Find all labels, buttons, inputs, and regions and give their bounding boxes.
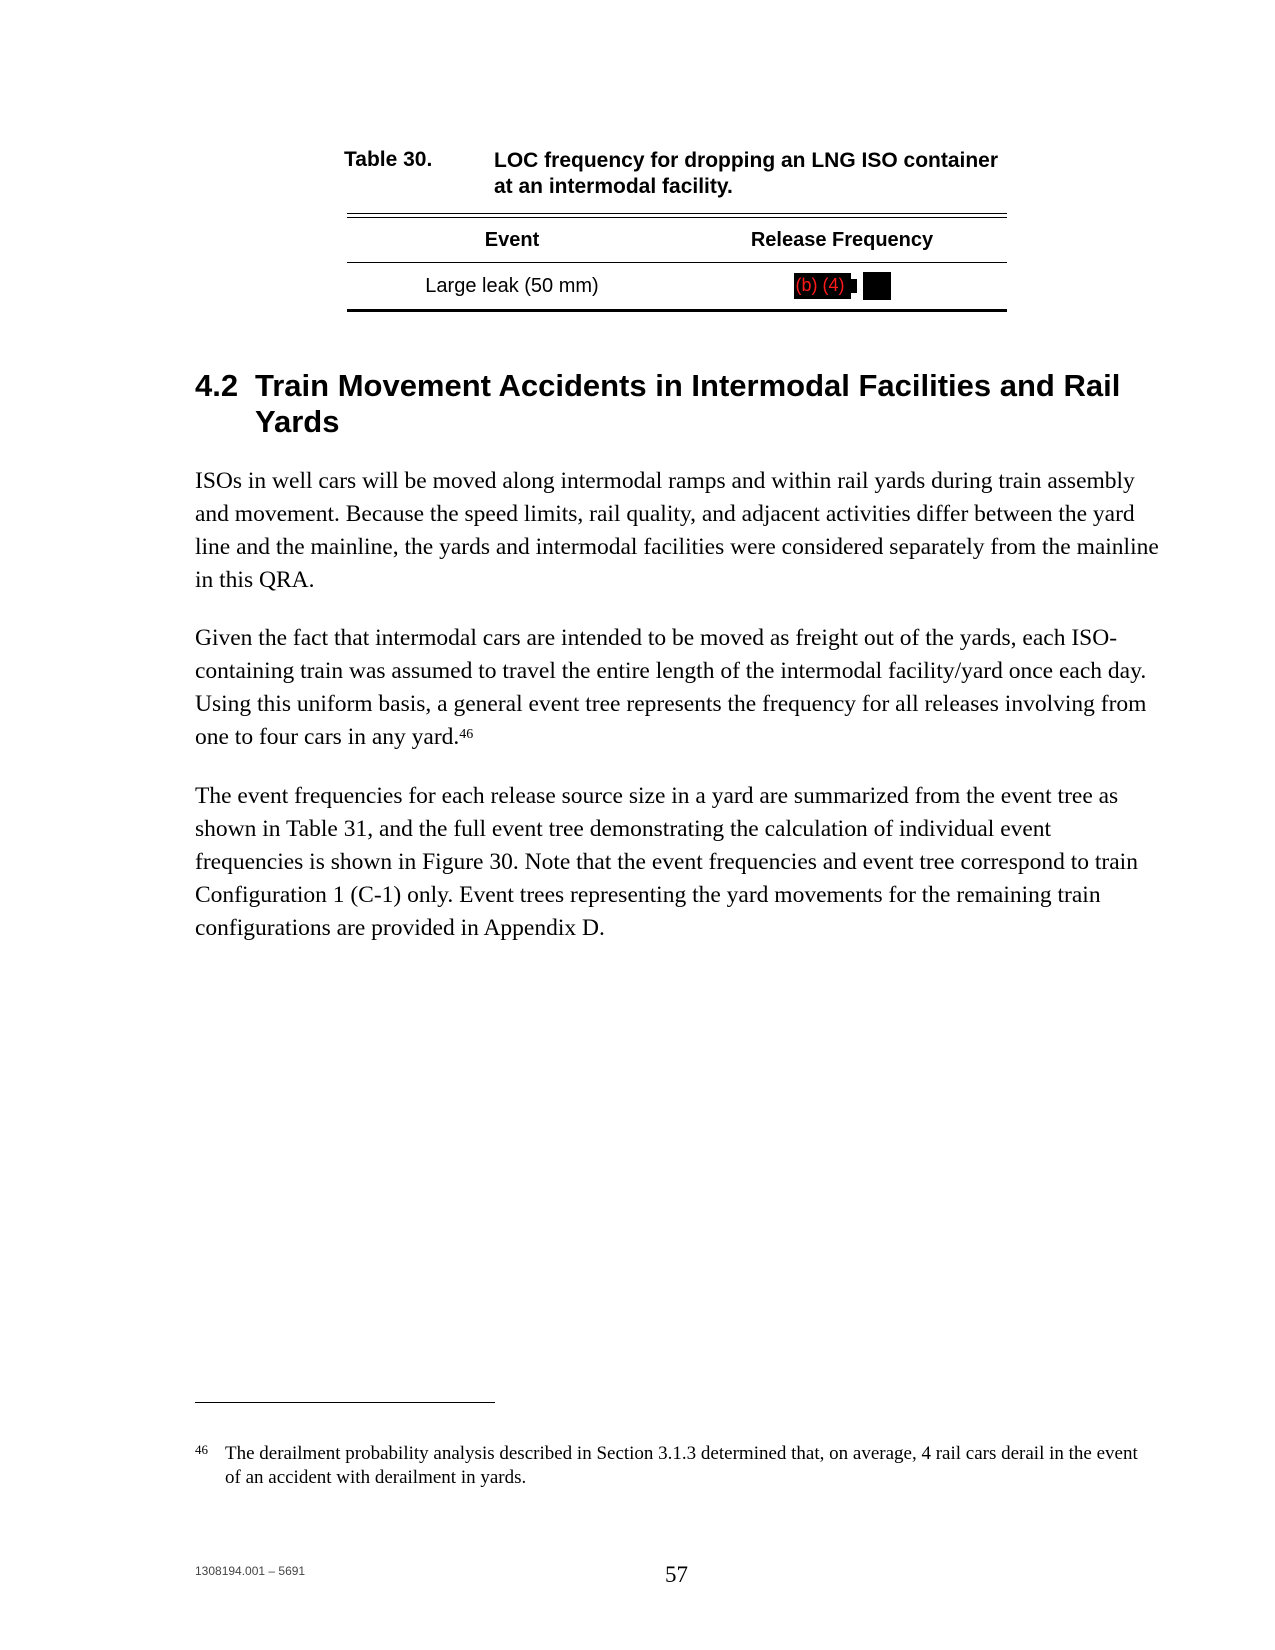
footnote-divider [195,1402,495,1403]
page-number: 57 [665,1562,688,1587]
footnote-text: The derailment probability analysis described in Section 3.1.3 determined that, on average, 4 rail cars derail in the event of an accident with derailment in yards. [225,1443,1138,1488]
cell-event: Large leak (50 mm) [425,274,599,297]
paragraph-2-text: Given the fact that intermodal cars are intended to be moved as freight out of the yards, each ISO-containing train was assumed to travel the entire length of the intermodal facility/yard once each day. Using this uniform basis, a general event tree represents the frequency for all releases involving from one to four cars in any yard. [195,625,1147,750]
table-header-row [347,218,1007,263]
section-title: Train Movement Accidents in Intermodal Facilities and Rail Yards [255,368,1121,439]
redaction-block [794,272,891,300]
section-heading [195,368,1155,440]
paragraph-2 [195,622,1165,754]
redaction-label: (b) (4) [794,273,851,299]
footnote-reference[interactable]: 46 [459,727,474,742]
paragraph-1: ISOs in well cars will be moved along intermodal ramps and within rail yards during train assembly and movement. Because the speed limits, rail quality, and adjacent activities differ between the yard line and the mainline, the yards and intermodal facilities were considered separately from the mainline in this QRA. [195,468,1159,593]
document-number: 1308194.001 – 5691 [195,1564,306,1578]
footnote [195,1442,1155,1490]
loc-frequency-table [347,213,1007,312]
redaction-notch [851,279,857,293]
header-release-frequency: Release Frequency [750,228,934,251]
table-label: Table 30. [344,148,433,171]
footnote-number: 46 [195,1442,208,1457]
paragraph-3: The event frequencies for each release source size in a yard are summarized from the event tree as shown in Table 31, and the full event tree demonstrating the calculation of individual event frequencies is shown in Figure 30. Note that the event frequencies and event tree correspond to train Configuration 1 (C-1) only. Event trees representing the yard movements for the remaining train configurations are provided in Appendix D. [195,783,1138,941]
table-row [347,263,1007,312]
header-event: Event [484,228,540,251]
table-title: LOC frequency for dropping an LNG ISO container at an intermodal facility. [494,149,999,198]
cell-release-frequency [677,272,1007,300]
section-number: 4.2 [195,368,239,403]
redaction-box [863,272,891,300]
